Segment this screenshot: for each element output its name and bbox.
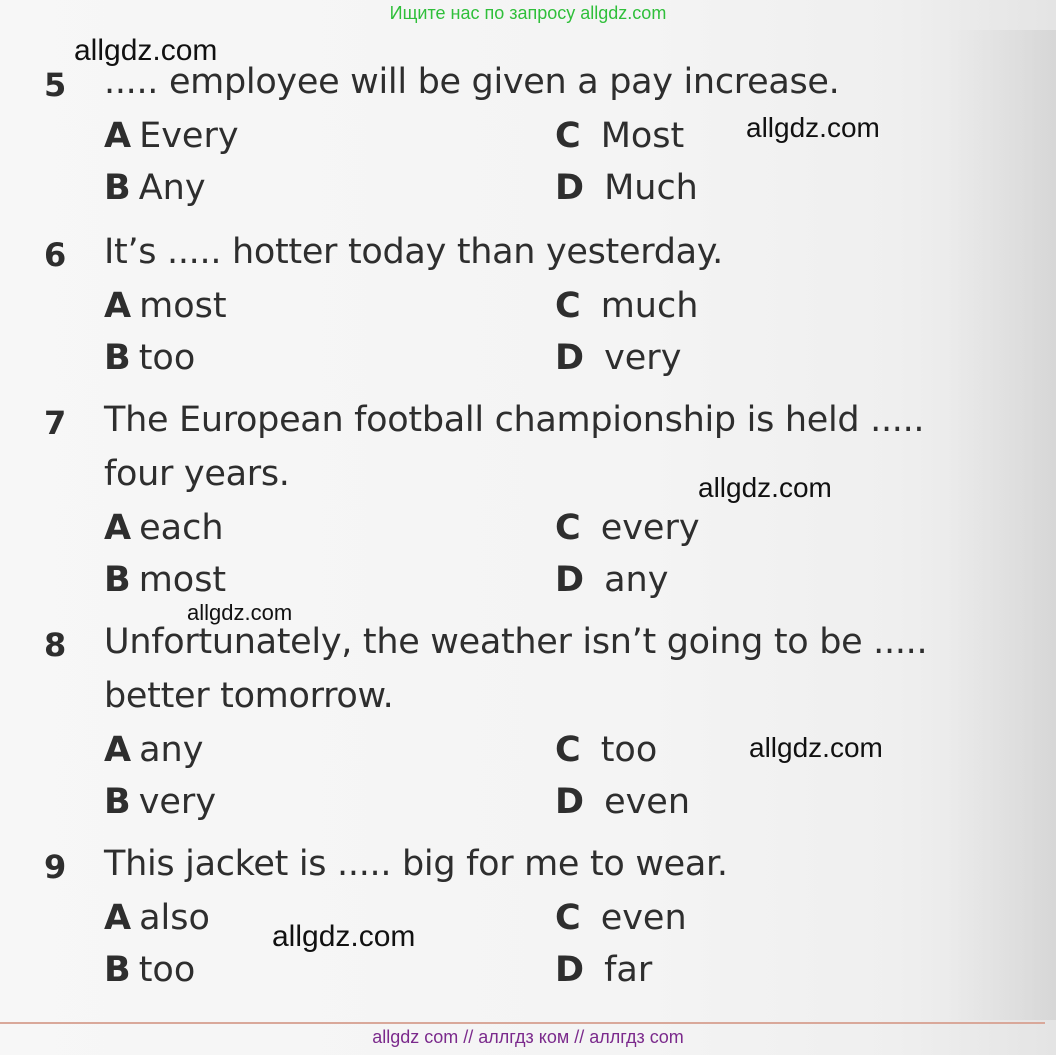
option-8-d: D even xyxy=(555,782,691,822)
option-label: most xyxy=(138,560,227,600)
option-9-b: B too xyxy=(104,950,196,990)
option-7-b: B most xyxy=(104,560,227,600)
option-label: even xyxy=(600,898,687,938)
option-8-b: B very xyxy=(104,782,217,822)
option-label: Much xyxy=(604,168,698,208)
option-9-a: A also xyxy=(104,898,210,938)
watermark: allgdz.com xyxy=(698,472,832,503)
option-5-b: B Any xyxy=(104,168,206,208)
option-label: far xyxy=(604,950,653,990)
option-label: Every xyxy=(139,116,239,156)
option-5-c: C Most xyxy=(555,116,685,156)
option-6-a: A most xyxy=(104,286,227,326)
option-label: also xyxy=(139,898,210,938)
option-label: too xyxy=(600,730,658,770)
option-label: very xyxy=(138,782,217,822)
footer-divider xyxy=(0,1022,1045,1024)
footer-links[interactable]: allgdz com // аллгдз ком // аллгдз com xyxy=(372,1027,684,1047)
option-label: very xyxy=(604,338,682,378)
option-label: even xyxy=(604,782,691,822)
option-8-c: C too xyxy=(555,730,658,770)
option-9-d: D far xyxy=(555,950,653,990)
watermark: allgdz.com xyxy=(746,112,880,143)
question-number-6: 6 xyxy=(44,236,67,274)
page-edge-shadow xyxy=(946,30,1056,1020)
option-9-c: C even xyxy=(555,898,687,938)
option-label: too xyxy=(138,950,196,990)
option-7-a: A each xyxy=(104,508,224,548)
question-text-7-line-1: The European football championship is held ..... xyxy=(104,400,925,440)
option-5-d: D Much xyxy=(555,168,698,208)
top-banner[interactable]: Ищите нас по запросу allgdz.com xyxy=(389,3,667,23)
question-text-7-line-2: four years. xyxy=(104,454,290,494)
option-6-c: C much xyxy=(555,286,699,326)
question-text-5: ..... employee will be given a pay increase. xyxy=(104,62,840,102)
option-5-a: A Every xyxy=(104,116,239,156)
question-text-6: It’s ..... hotter today than yesterday. xyxy=(104,232,724,272)
option-6-b: B too xyxy=(104,338,196,378)
question-number-5: 5 xyxy=(44,66,67,104)
option-label: any xyxy=(139,730,204,770)
option-label: Any xyxy=(138,168,206,208)
watermark: allgdz.com xyxy=(749,732,883,763)
question-number-8: 8 xyxy=(44,626,67,664)
question-text-8-line-2: better tomorrow. xyxy=(104,676,394,716)
option-label: too xyxy=(138,338,196,378)
option-label: much xyxy=(600,286,699,326)
question-text-9: This jacket is ..... big for me to wear. xyxy=(104,844,728,884)
question-number-9: 9 xyxy=(44,848,67,886)
watermark: allgdz.com xyxy=(74,34,218,67)
watermark: allgdz.com xyxy=(272,920,416,953)
option-label: Most xyxy=(600,116,685,156)
question-text-8-line-1: Unfortunately, the weather isn’t going to be ..... xyxy=(104,622,928,662)
option-6-d: D very xyxy=(555,338,682,378)
option-7-d: D any xyxy=(555,560,669,600)
option-label: every xyxy=(600,508,700,548)
watermark: allgdz.com xyxy=(187,600,293,625)
option-7-c: C every xyxy=(555,508,700,548)
option-label: any xyxy=(604,560,669,600)
option-8-a: A any xyxy=(104,730,204,770)
option-label: each xyxy=(139,508,224,548)
question-number-7: 7 xyxy=(44,404,67,442)
option-label: most xyxy=(139,286,227,326)
